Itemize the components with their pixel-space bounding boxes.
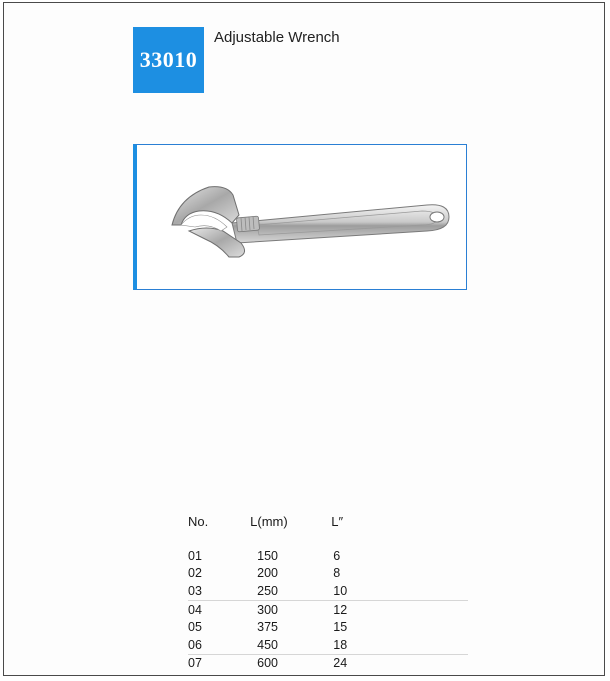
cell-length-inch: 6	[333, 548, 341, 563]
cell-no: 01	[188, 548, 202, 563]
table-row	[188, 618, 468, 636]
table-row	[188, 636, 468, 654]
cell-length-mm: 375	[257, 620, 279, 635]
cell-no: 06	[188, 636, 250, 654]
cell-no: 02	[188, 566, 202, 581]
table-row	[188, 600, 468, 618]
cell-length-mm: 200	[257, 566, 279, 581]
cell-length-mm: 450	[250, 636, 331, 654]
cell-length-inch: 24	[333, 656, 348, 671]
table-row	[188, 582, 468, 600]
table-row	[188, 565, 468, 583]
product-code-badge: 33010	[133, 27, 204, 93]
header-length-inch: L″	[331, 513, 344, 529]
cell-no: 05	[188, 620, 202, 635]
table-row	[188, 547, 468, 565]
cell-length-mm: 300	[257, 602, 279, 617]
adjustable-wrench-icon	[137, 145, 467, 289]
cell-length-inch: 15	[333, 620, 348, 635]
cell-no: 03	[188, 582, 250, 600]
product-title: Adjustable Wrench	[214, 29, 340, 46]
header-no: No.	[188, 513, 209, 529]
cell-length-inch: 10	[331, 582, 468, 600]
cell-length-inch: 8	[333, 566, 341, 581]
cell-length-mm: 250	[250, 582, 331, 600]
cell-length-mm: 600	[257, 656, 279, 671]
product-image-frame	[133, 144, 467, 290]
cell-length-mm: 150	[257, 548, 279, 563]
spec-table	[188, 513, 468, 672]
cell-length-inch: 12	[333, 602, 348, 617]
cell-no: 07	[188, 656, 202, 671]
header-length-mm: L(mm)	[250, 513, 288, 529]
cell-length-inch: 18	[331, 636, 468, 654]
table-header-row	[188, 513, 468, 529]
cell-no: 04	[188, 602, 202, 617]
table-row	[188, 654, 468, 672]
